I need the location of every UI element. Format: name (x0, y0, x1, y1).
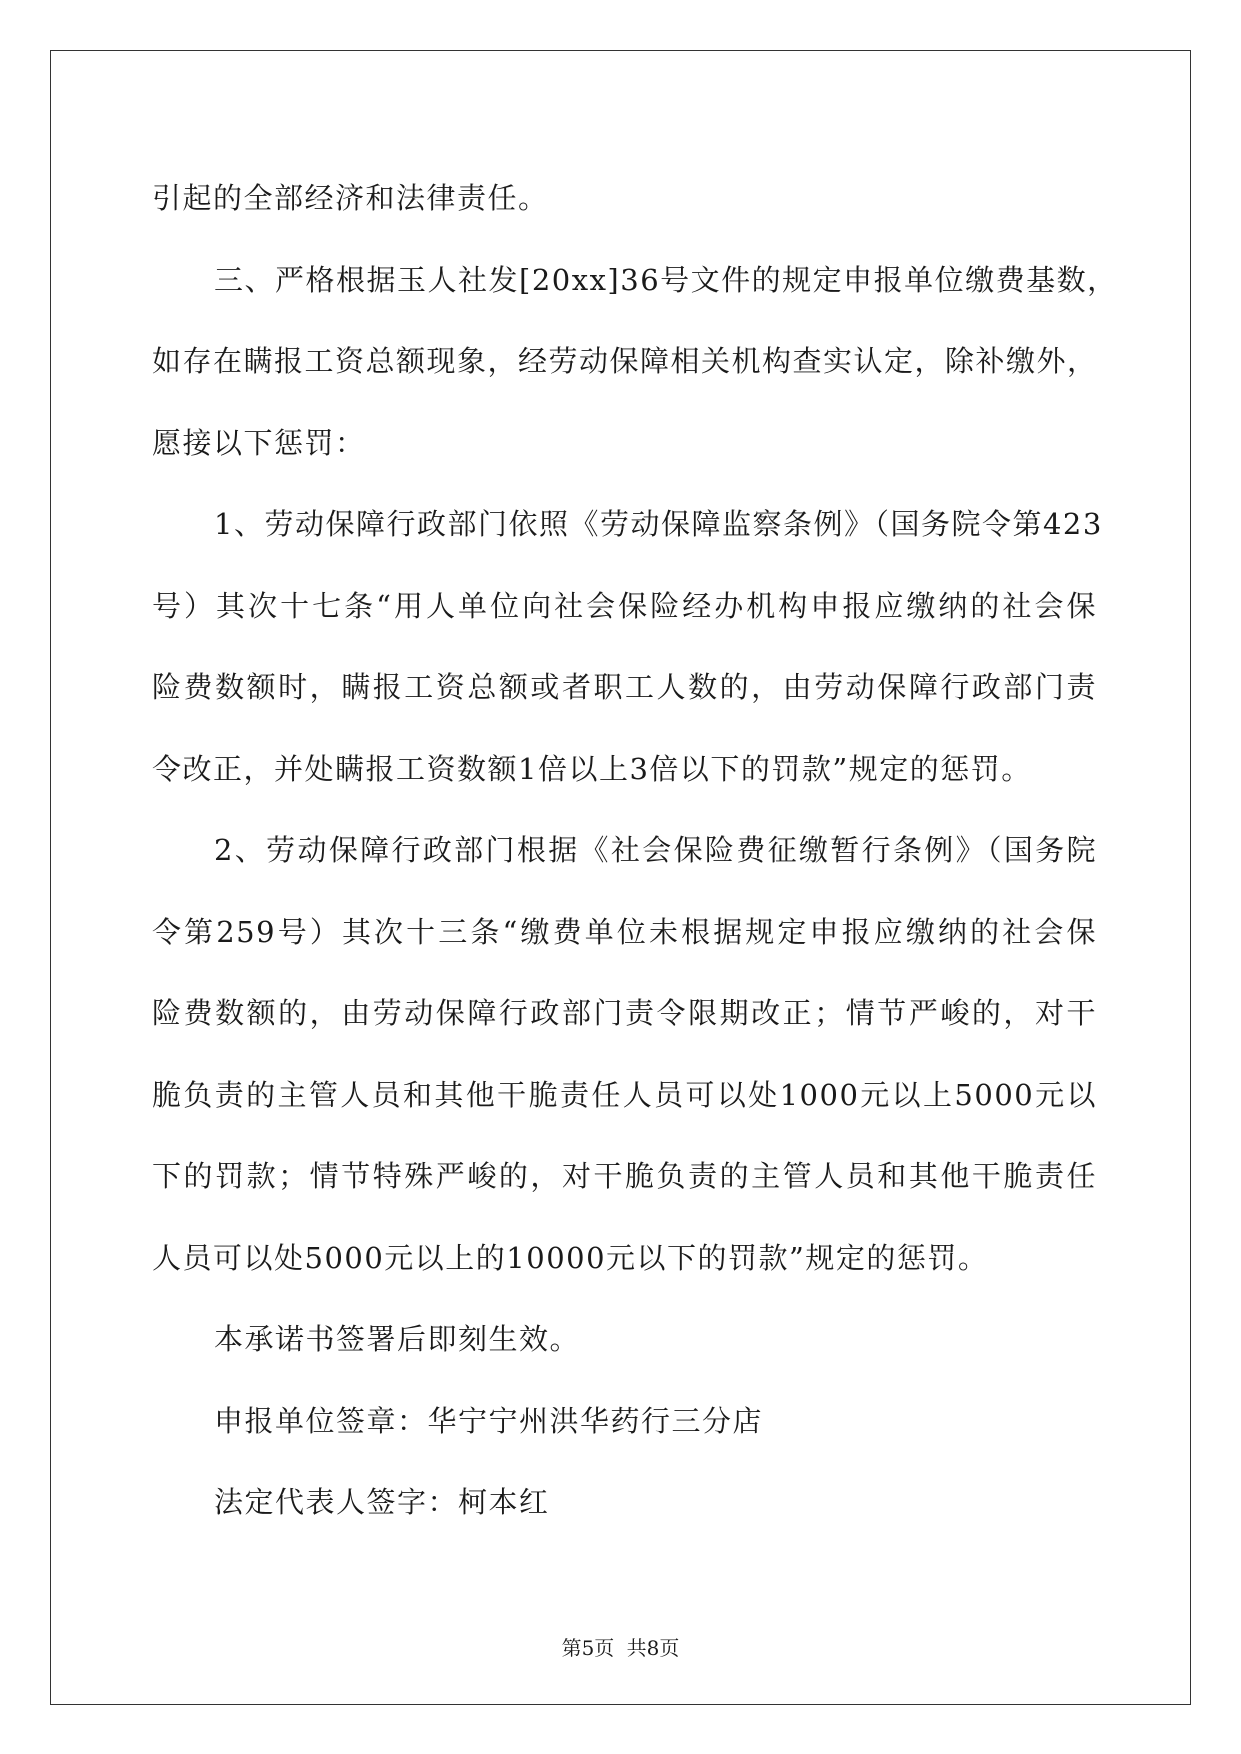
page-number-current: 第5页 (561, 1636, 615, 1660)
signature-unit-line: 申报单位签章：华宁宁州洪华药行三分店 (214, 1403, 764, 1438)
text-line: 1、劳动保障行政部门依照《劳动保障监察条例》（国务院令第423 (214, 507, 1103, 541)
text-line: 脆负责的主管人员和其他干脆责任人员可以处1000元以上5000元以 (152, 1077, 1097, 1112)
text-line: 如存在瞒报工资总额现象，经劳动保障相关机构查实认定，除补缴外， (152, 344, 1098, 378)
text-line: 号）其次十七条“用人单位向社会保险经办机构申报应缴纳的社会保 (152, 588, 1097, 623)
page-footer (0, 1632, 1241, 1661)
text-line: 引起的全部经济和法律责任。 (152, 181, 549, 215)
text-line: 险费数额时，瞒报工资总额或者职工人数的，由劳动保障行政部门责 (152, 670, 1097, 704)
text-line: 本承诺书签署后即刻生效。 (214, 1322, 581, 1356)
text-line: 令第259号）其次十三条“缴费单位未根据规定申报应缴纳的社会保 (152, 914, 1097, 949)
document-body (152, 158, 1118, 1544)
text-line: 2、劳动保障行政部门根据《社会保险费征缴暂行条例》（国务院 (214, 833, 1097, 867)
text-line: 险费数额的，由劳动保障行政部门责令限期改正；情节严峻的，对干 (152, 996, 1097, 1030)
signature-representative-line: 法定代表人签字：柯本红 (214, 1485, 550, 1519)
text-line: 令改正，并处瞒报工资数额1倍以上3倍以下的罚款”规定的惩罚。 (152, 751, 1032, 786)
text-line: 三、严格根据玉人社发[20xx]36号文件的规定申报单位缴费基数， (214, 262, 1118, 297)
page-number-total: 共8页 (626, 1636, 680, 1660)
text-line: 人员可以处5000元以上的10000元以下的罚款”规定的惩罚。 (152, 1240, 989, 1275)
text-line: 愿接以下惩罚： (152, 425, 366, 460)
text-line: 下的罚款；情节特殊严峻的，对干脆负责的主管人员和其他干脆责任 (152, 1159, 1097, 1193)
